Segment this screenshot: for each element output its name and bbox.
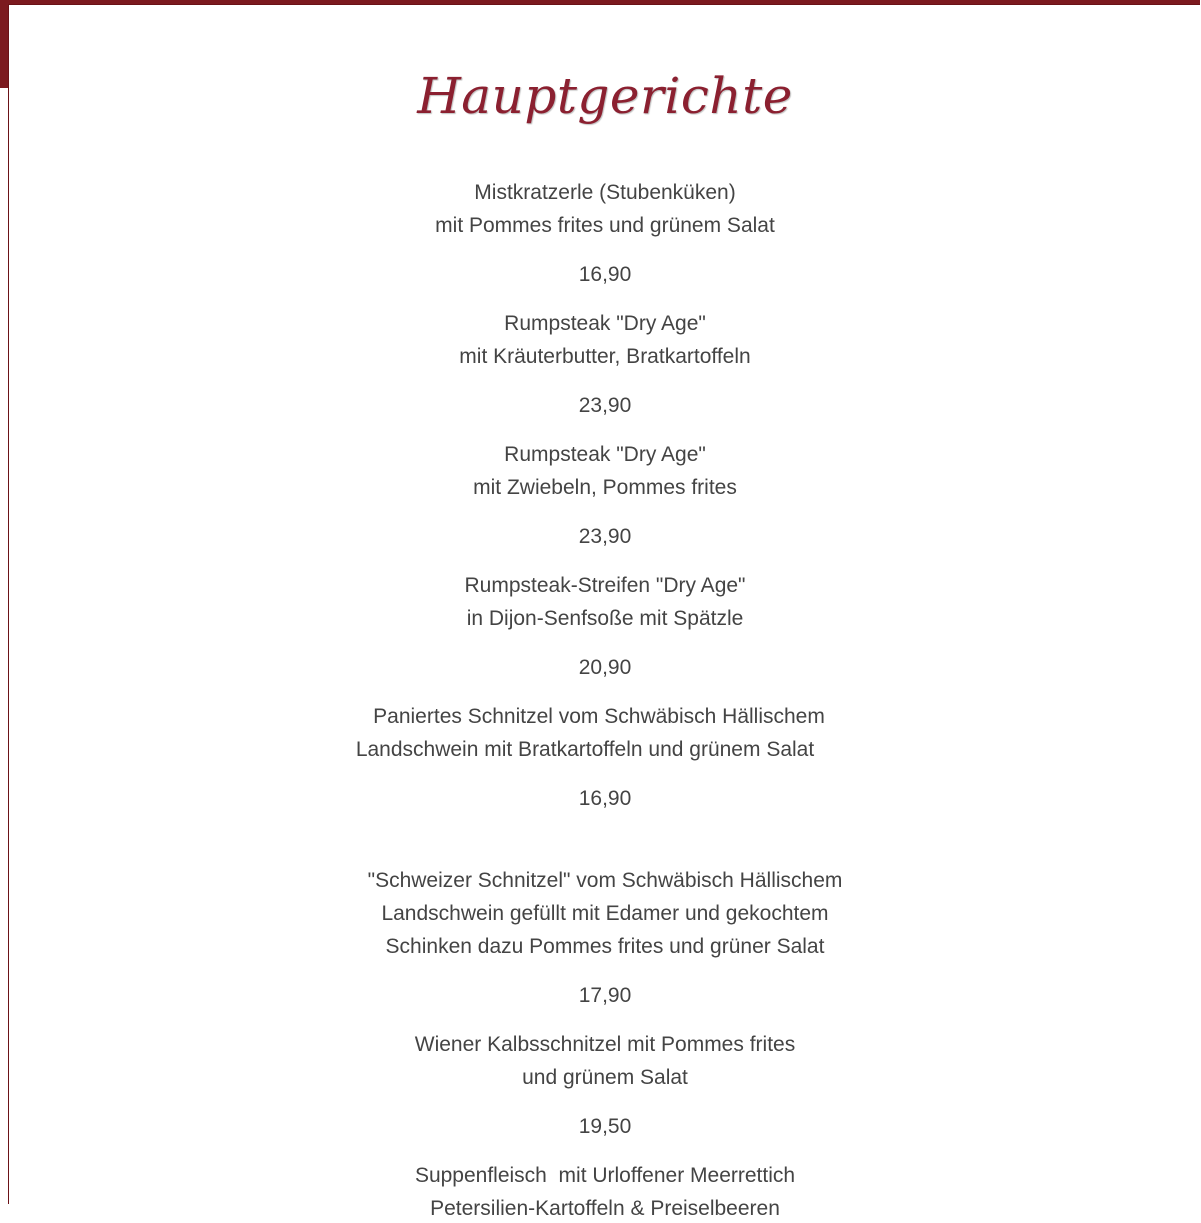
menu-item-2-price: 23,90 [578,394,632,417]
menu-item-6-price: 17,90 [578,984,632,1007]
menu-card [8,4,1200,1220]
menu-item-6-line-1: "Schweizer Schnitzel" vom Schwäbisch Hällischem [367,869,843,892]
menu-item-2-line-2: mit Kräuterbutter, Bratkartoffeln [459,345,751,368]
menu-item-4-price: 20,90 [578,656,632,679]
menu-item-6-line-3: Schinken dazu Pommes frites und grüner Salat [385,935,825,958]
menu-item-7-price: 19,50 [578,1115,632,1138]
menu-item-5-price: 16,90 [578,787,632,810]
menu-item-1-line-2: mit Pommes frites und grünem Salat [435,214,775,237]
menu-item-7-line-2: und grünem Salat [522,1066,688,1089]
menu-item-3-line-1: Rumpsteak "Dry Age" [504,443,706,466]
menu-item-3-line-2: mit Zwiebeln, Pommes frites [473,476,737,499]
menu-item-8-line-2: Petersilien-Kartoffeln & Preiselbeeren [430,1197,780,1220]
menu-item-1-line-1: Mistkratzerle (Stubenküken) [474,181,736,204]
menu-item-5-line-1: Paniertes Schnitzel vom Schwäbisch Hällischem [373,705,825,728]
menu-item-7-line-1: Wiener Kalbsschnitzel mit Pommes frites [414,1033,796,1056]
menu-item-6-line-2: Landschwein gefüllt mit Edamer und gekochtem [381,902,829,925]
menu-item-8-line-1: Suppenfleisch mit Urloffener Meerrettich [414,1164,796,1187]
menu-item-3-price: 23,90 [578,525,632,548]
menu-item-1-price: 16,90 [578,263,632,286]
page-title: Hauptgerichte [417,67,793,125]
menu-item-4-line-1: Rumpsteak-Streifen "Dry Age" [464,574,746,597]
menu-item-5-line-2: Landschwein mit Bratkartoffeln und grünem Salat [355,738,815,761]
menu-item-2-line-1: Rumpsteak "Dry Age" [504,312,706,335]
menu-item-4-line-2: in Dijon-Senfsoße mit Spätzle [466,607,744,630]
